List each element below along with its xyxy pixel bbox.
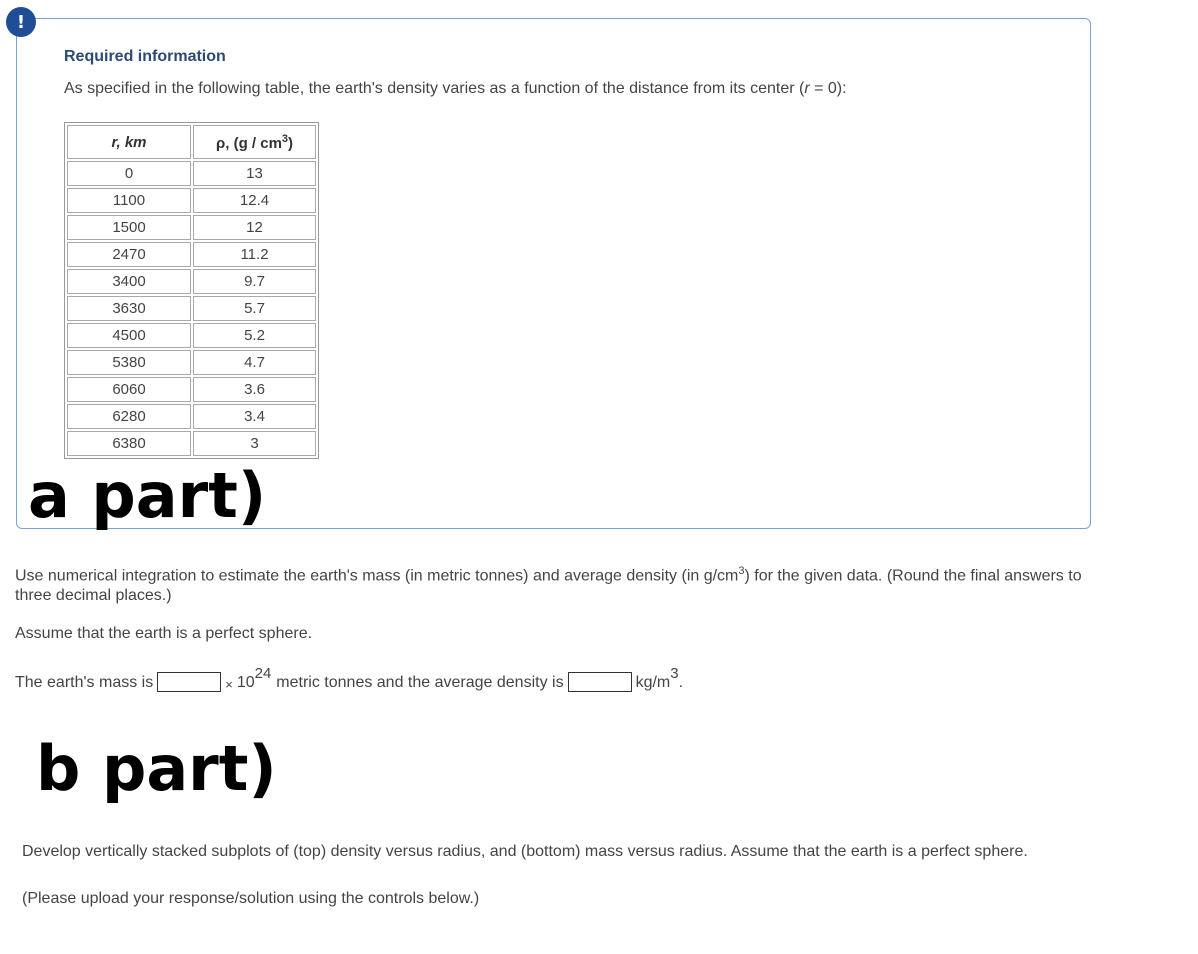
cell-radius: 6280 bbox=[67, 404, 191, 429]
cell-density: 5.2 bbox=[193, 323, 316, 348]
cell-radius: 1500 bbox=[67, 215, 191, 240]
table-header-row bbox=[67, 125, 316, 159]
question-text: Use numerical integration to estimate the earth's mass (in metric tonnes) and average density (in $g/cm^3$) for the given data. (Round the final answers to three decimal places.) bbox=[15, 565, 1082, 605]
answer-middle-text: metric tonnes and the average density is bbox=[276, 674, 564, 691]
table-row bbox=[67, 404, 316, 429]
cell-density: 13 bbox=[193, 161, 316, 186]
table-row bbox=[67, 377, 316, 402]
power-base: 10 bbox=[236, 674, 255, 691]
times-symbol: × bbox=[225, 677, 233, 692]
cell-radius: 5380 bbox=[67, 350, 191, 375]
table-row bbox=[67, 296, 316, 321]
cell-radius: 0 bbox=[67, 161, 191, 186]
table-row bbox=[67, 269, 316, 294]
answer-line bbox=[15, 665, 684, 692]
cell-radius: 3630 bbox=[67, 296, 191, 321]
cell-radius: 6060 bbox=[67, 377, 191, 402]
cell-density: 9.7 bbox=[193, 269, 316, 294]
cell-density: 3.4 bbox=[193, 404, 316, 429]
density-unit-period: . bbox=[678, 674, 684, 691]
assumption-text: Assume that the earth is a perfect sphere. bbox=[15, 625, 313, 642]
table-row bbox=[67, 215, 316, 240]
alert-icon: ! bbox=[6, 7, 36, 37]
density-unit-exponent: 3 bbox=[670, 665, 679, 682]
cell-density: 5.7 bbox=[193, 296, 316, 321]
column-header-density: ρ, $(g / cm^3)$ bbox=[193, 125, 316, 159]
mass-label: The earth's mass is bbox=[15, 674, 154, 691]
table-row bbox=[67, 242, 316, 267]
cell-radius: 6380 bbox=[67, 431, 191, 456]
part-b-instructions: Develop vertically stacked subplots of (top) density versus radius, and (bottom) mass versus radius. Assume that the earth is a perfect sphere. bbox=[22, 843, 1028, 860]
cell-density: 4.7 bbox=[193, 350, 316, 375]
info-title: Required information bbox=[64, 48, 226, 65]
mass-input[interactable] bbox=[157, 672, 221, 692]
density-input[interactable] bbox=[568, 672, 632, 692]
table-row bbox=[67, 323, 316, 348]
table-row bbox=[67, 188, 316, 213]
upload-instructions: (Please upload your response/solution using the controls below.) bbox=[22, 890, 480, 907]
cell-density: 12.4 bbox=[193, 188, 316, 213]
column-header-radius: r, km bbox=[67, 125, 191, 159]
table-row bbox=[67, 431, 316, 456]
table-row bbox=[67, 350, 316, 375]
cell-radius: 3400 bbox=[67, 269, 191, 294]
part-b-label: b part) bbox=[36, 732, 277, 805]
density-table bbox=[64, 122, 319, 459]
cell-radius: 2470 bbox=[67, 242, 191, 267]
cell-density: 11.2 bbox=[193, 242, 316, 267]
cell-density: 3 bbox=[193, 431, 316, 456]
info-description: As specified in the following table, the earth's density varies as a function of the distance from its center (r = 0): bbox=[64, 80, 847, 97]
part-a-label: a part) bbox=[28, 459, 267, 532]
cell-radius: 4500 bbox=[67, 323, 191, 348]
density-unit: kg/m bbox=[635, 674, 671, 691]
cell-density: 12 bbox=[193, 215, 316, 240]
power-exponent: 24 bbox=[254, 665, 272, 682]
cell-density: 3.6 bbox=[193, 377, 316, 402]
cell-radius: 1100 bbox=[67, 188, 191, 213]
table-row bbox=[67, 161, 316, 186]
